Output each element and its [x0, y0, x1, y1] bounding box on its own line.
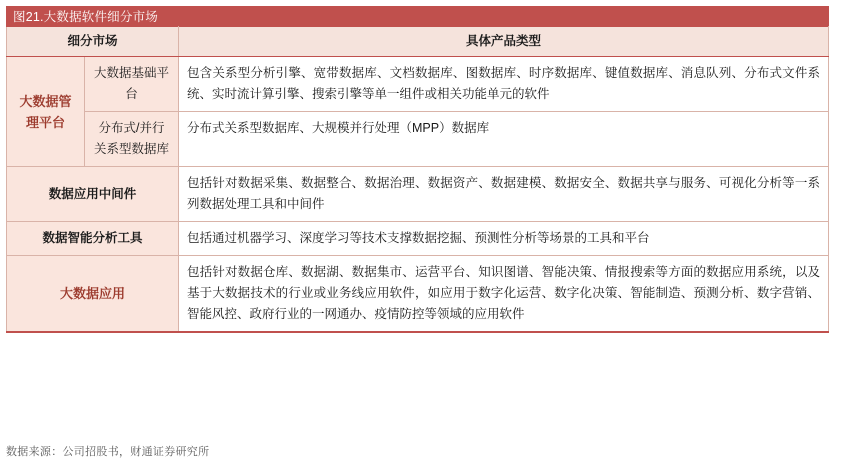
table-header-row [7, 27, 829, 57]
description-cell-analysis-tools: 包括通过机器学习、深度学习等技术支撑数据挖掘、预测性分析等场景的工具和平台 [179, 222, 829, 256]
table-row [7, 222, 829, 256]
subcategory-cell-basic-platform: 大数据基础平台 [85, 57, 179, 112]
table-row [7, 57, 829, 112]
table-row [7, 256, 829, 333]
market-segment-table [6, 26, 829, 333]
figure-title: 图21.大数据软件细分市场 [6, 6, 829, 26]
subcategory-cell-distributed-db: 分布式/并行关系型数据库 [85, 112, 179, 167]
column-header-segment: 细分市场 [7, 27, 179, 57]
category-cell-data-middleware: 数据应用中间件 [7, 167, 179, 222]
source-note: 数据来源：公司招股书，财通证券研究所 [6, 446, 210, 458]
description-cell-distributed-db: 分布式关系型数据库、大规模并行处理（MPP）数据库 [179, 112, 829, 167]
description-cell-basic-platform: 包含关系型分析引擎、宽带数据库、文档数据库、图数据库、时序数据库、键值数据库、消息队列、分布式文件系统、实时流计算引擎、搜索引擎等单一组件或相关功能单元的软件 [179, 57, 829, 112]
figure-container [6, 6, 829, 333]
category-cell-big-data-application: 大数据应用 [7, 256, 179, 333]
table-row [7, 112, 829, 167]
category-cell-analysis-tools: 数据智能分析工具 [7, 222, 179, 256]
table-row [7, 167, 829, 222]
description-cell-big-data-application: 包括针对数据仓库、数据湖、数据集市、运营平台、知识图谱、智能决策、情报搜索等方面的数据应用系统，以及基于大数据技术的行业或业务线应用软件，如应用于数字化运营、数字化决策、智能制造、预测分析、数字营销、智能风控、政府行业的一网通办、疫情防控等领域的应用软件 [179, 256, 829, 333]
column-header-product-type: 具体产品类型 [179, 27, 829, 57]
category-cell-big-data-platform: 大数据管理平台 [7, 57, 85, 167]
description-cell-data-middleware: 包括针对数据采集、数据整合、数据治理、数据资产、数据建模、数据安全、数据共享与服务、可视化分析等一系列数据处理工具和中间件 [179, 167, 829, 222]
